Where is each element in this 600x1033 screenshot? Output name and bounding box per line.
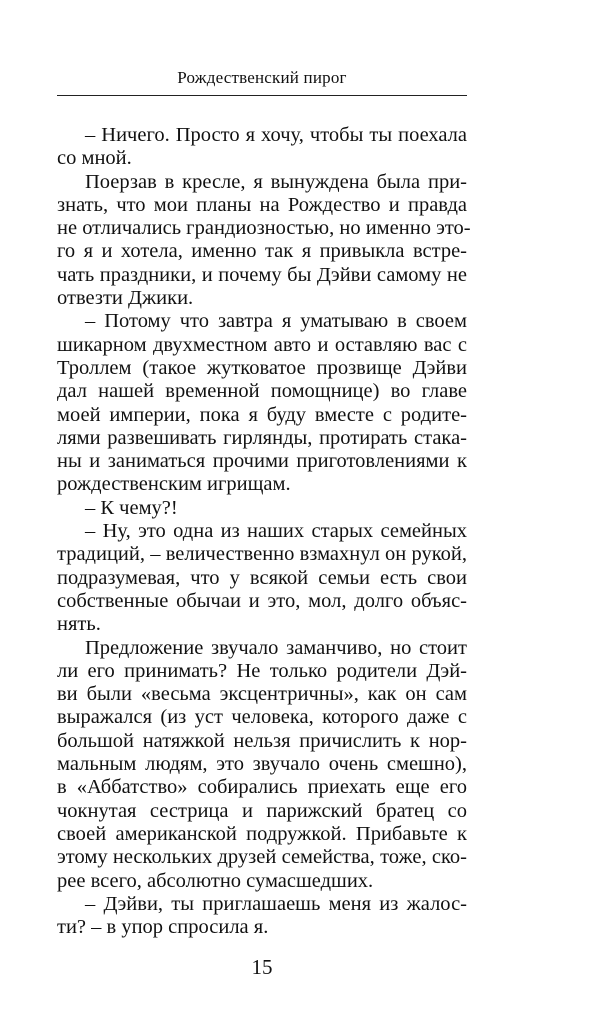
text-line: большой натяжкой нельзя причислить к нор- [57, 729, 467, 752]
text-line: со мной. [57, 147, 132, 170]
text-line: дал нашей временной помощнице) во главе [57, 380, 467, 403]
text-line: – Ну, это одна из наших старых семейных [85, 520, 467, 543]
header-rule [57, 95, 467, 96]
text-line: – Ничего. Просто я хочу, чтобы ты поехала [85, 124, 467, 146]
text-line: – Дэйви, ты приглашаешь меня из жалос- [85, 892, 467, 915]
text-line: чать праздники, и почему бы Дэйви самому не [57, 263, 467, 286]
text-line: рождественским игрищам. [57, 473, 291, 496]
paragraph [57, 170, 471, 311]
text-line: го я и хотела, именно так я привыкла встре- [57, 240, 467, 263]
text-line: выражался (из уст человека, которого даже с [57, 706, 467, 729]
paragraph [57, 310, 467, 496]
text-line: Троллем (такое жутковатое прозвище Дэйви [57, 356, 467, 379]
paragraph [57, 637, 467, 893]
text-line: – Потому что завтра я уматываю в своем [85, 310, 467, 333]
text-line: Предложение звучало заманчиво, но стоит [85, 636, 467, 659]
text-line: этому нескольких друзей семейства, тоже, ско- [57, 846, 467, 869]
text-line: знать, что мои планы на Рождество и правда [57, 193, 467, 216]
text-line: лями развешивать гирлянды, протирать стака- [57, 426, 467, 449]
text-line: – К чему?! [85, 496, 178, 519]
running-title: Рождественский пирог [177, 68, 347, 87]
text-line: традиций, – величественно взмахнул он рукой, [57, 543, 467, 566]
text-line: собственные обычаи и это, мол, долго объяс- [57, 589, 467, 612]
paragraph [57, 124, 467, 171]
text-line: шикарном двухместном авто и оставляю вас с [57, 333, 467, 356]
paragraph [57, 497, 467, 520]
text-line: мальным людям, это звучало очень смешно), [57, 753, 467, 776]
text-line: не отличались грандиозностью, но именно это- [57, 217, 471, 240]
text-line: своей американской подружкой. Прибавьте к [57, 822, 467, 845]
text-line: подразумевая, что у всякой семьи есть свои [57, 566, 467, 589]
paragraph [57, 520, 467, 636]
text-line: ли его принимать? Не только родители Дэй- [57, 659, 467, 682]
text-line: рее всего, абсолютно сумасшедших. [57, 869, 374, 892]
page-number: 15 [251, 955, 273, 979]
paragraph [57, 893, 467, 940]
body-text [57, 124, 471, 939]
text-line: ны и заниматься прочими приготовлениями к [57, 450, 467, 473]
text-line: моей империи, пока я буду вместе с родите- [57, 403, 467, 426]
text-line: ви были «весьма эксцентричны», как он сам [57, 683, 467, 706]
text-line: Поерзав в кресле, я вынуждена была при- [85, 170, 467, 193]
text-line: нять. [57, 613, 101, 636]
text-line: чокнутая сестрица и парижский братец со [57, 799, 467, 822]
text-line: в «Аббатство» собирались приехать еще его [57, 776, 467, 799]
text-line: отвезти Джики. [57, 287, 194, 310]
text-line: ти? – в упор спросила я. [57, 916, 269, 939]
